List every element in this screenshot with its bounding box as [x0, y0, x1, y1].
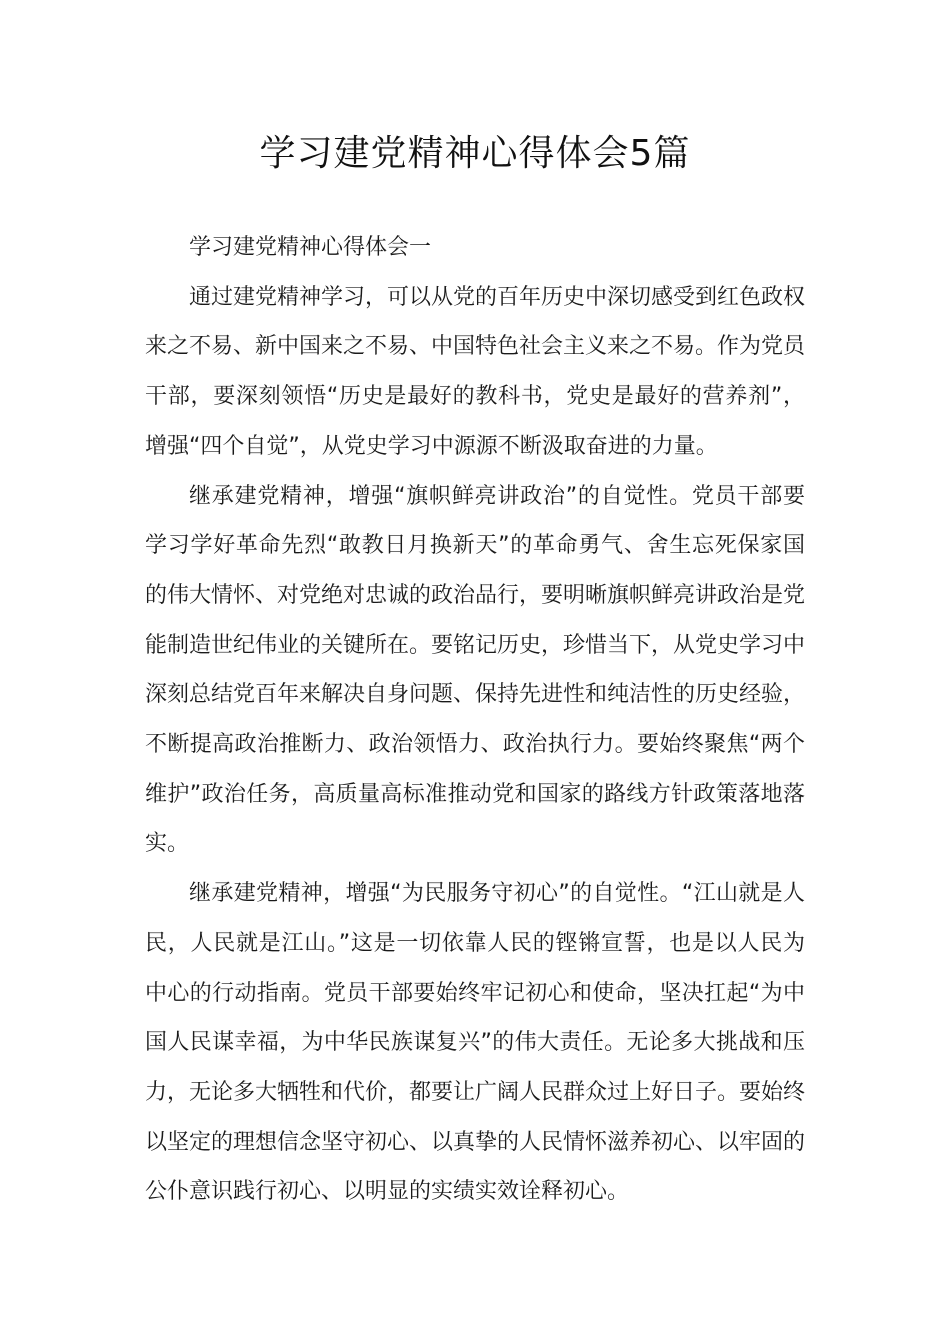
section-heading: 学习建党精神心得体会一 — [189, 235, 432, 260]
paragraph: 继承建党精神，增强“旗帜鲜亮讲政治”的自觉性。党员干部要学习学好革命先烈“敢教日月换新天”的革命勇气、舍生忘死保家国的伟大情怀、对党绝对忠诚的政治品行，要明晰旗帜鲜亮讲政治是党能制造世纪伟业的关键所在。要铭记历史，珍惜当下，从党史学习中深刻总结党百年来解决自身问题、保持先进性和纯洁性的历史经验，不断提高政治推断力、政治领悟力、政治执行力。要始终聚焦“两个维护”政治任务，高质量高标准推动党和国家的路线方针政策落地落实。 — [145, 483, 806, 857]
paragraph: 通过建党精神学习，可以从党的百年历史中深切感受到红色政权来之不易、新中国来之不易、中国特色社会主义来之不易。作为党员干部，要深刻领悟“历史是最好的教科书，党史是最好的营养剂”，增强“四个自觉”，从党史学习中源源不断汲取奋进的力量。 — [145, 284, 806, 459]
paragraph: 继承建党精神，增强“为民服务守初心”的自觉性。“江山就是人民，人民就是江山。”这是一切依靠人民的铿锵宣誓，也是以人民为中心的行动指南。党员干部要始终牢记初心和使命，坚决扛起“为中国人民谋幸福，为中华民族谋复兴”的伟大责任。无论多大挑战和压力，无论多大牺牲和代价，都要让广阔人民群众过上好日子。要始终以坚定的理想信念坚守初心、以真挚的人民情怀滋养初心、以牢固的公仆意识践行初心、以明显的实绩实效诠释初心。 — [145, 881, 806, 1205]
document-title: 学习建党精神心得体会5篇 — [259, 133, 691, 174]
document-body — [145, 223, 805, 1217]
